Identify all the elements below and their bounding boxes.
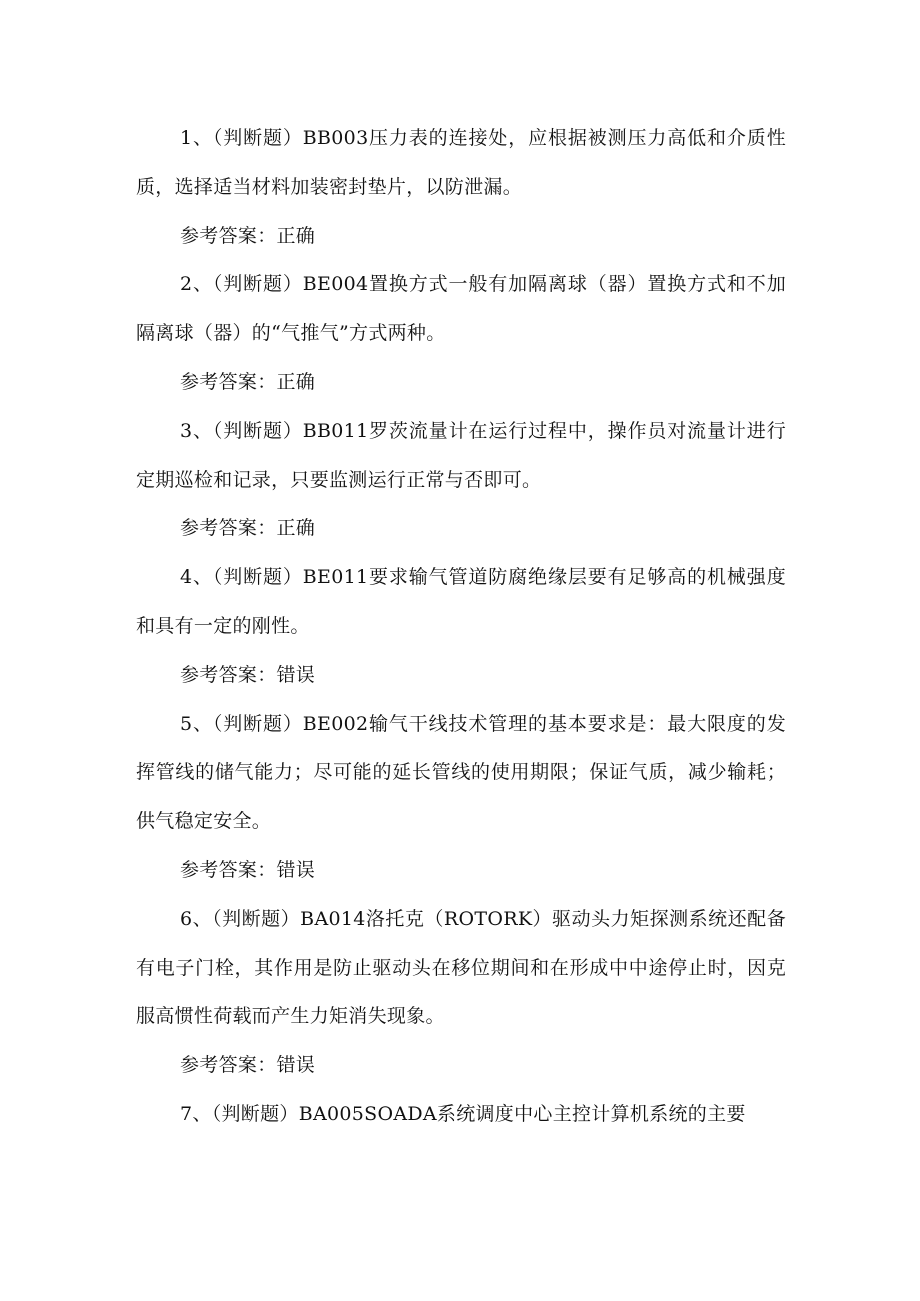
question-3-text: 3、（判断题）BB011罗茨流量计在运行过程中，操作员对流量计进行定期巡检和记录，只要监测运行正常与否即可。 xyxy=(136,419,786,491)
question-2-text: 2、（判断题）BE004置换方式一般有加隔离球（器）置换方式和不加隔离球（器）的“气推气”方式两种。 xyxy=(136,273,786,345)
question-7-text: 7、（判断题）BA005SOADA系统调度中心主控计算机系统的主要 xyxy=(180,1102,746,1125)
question-list xyxy=(136,114,786,1139)
question-6-answer: 参考答案：错误 xyxy=(180,1054,316,1077)
question-2-answer: 参考答案：正确 xyxy=(180,370,316,393)
question-1-text: 1、（判断题）BB003压力表的连接处，应根据被测压力高低和介质性质，选择适当材料加装密封垫片，以防泄漏。 xyxy=(136,127,786,198)
question-1-answer: 参考答案：正确 xyxy=(180,224,316,247)
question-6-text: 6、（判断题）BA014洛托克（ROTORK）驱动头力矩探测系统还配备有电子门栓，其作用是防止驱动头在移位期间和在形成中中途停止时，因克服高惯性荷载而产生力矩消失现象。 xyxy=(136,907,786,1028)
question-5-answer: 参考答案：错误 xyxy=(180,858,316,881)
question-5-text: 5、（判断题）BE002输气干线技术管理的基本要求是：最大限度的发挥管线的储气能力；尽可能的延长管线的使用期限；保证气质，减少输耗；供气稳定安全。 xyxy=(136,712,786,833)
question-4-answer: 参考答案：错误 xyxy=(180,663,316,686)
question-4-text: 4、（判断题）BE011要求输气管道防腐绝缘层要有足够高的机械强度和具有一定的刚性。 xyxy=(136,566,786,637)
question-3-answer: 参考答案：正确 xyxy=(180,517,316,540)
